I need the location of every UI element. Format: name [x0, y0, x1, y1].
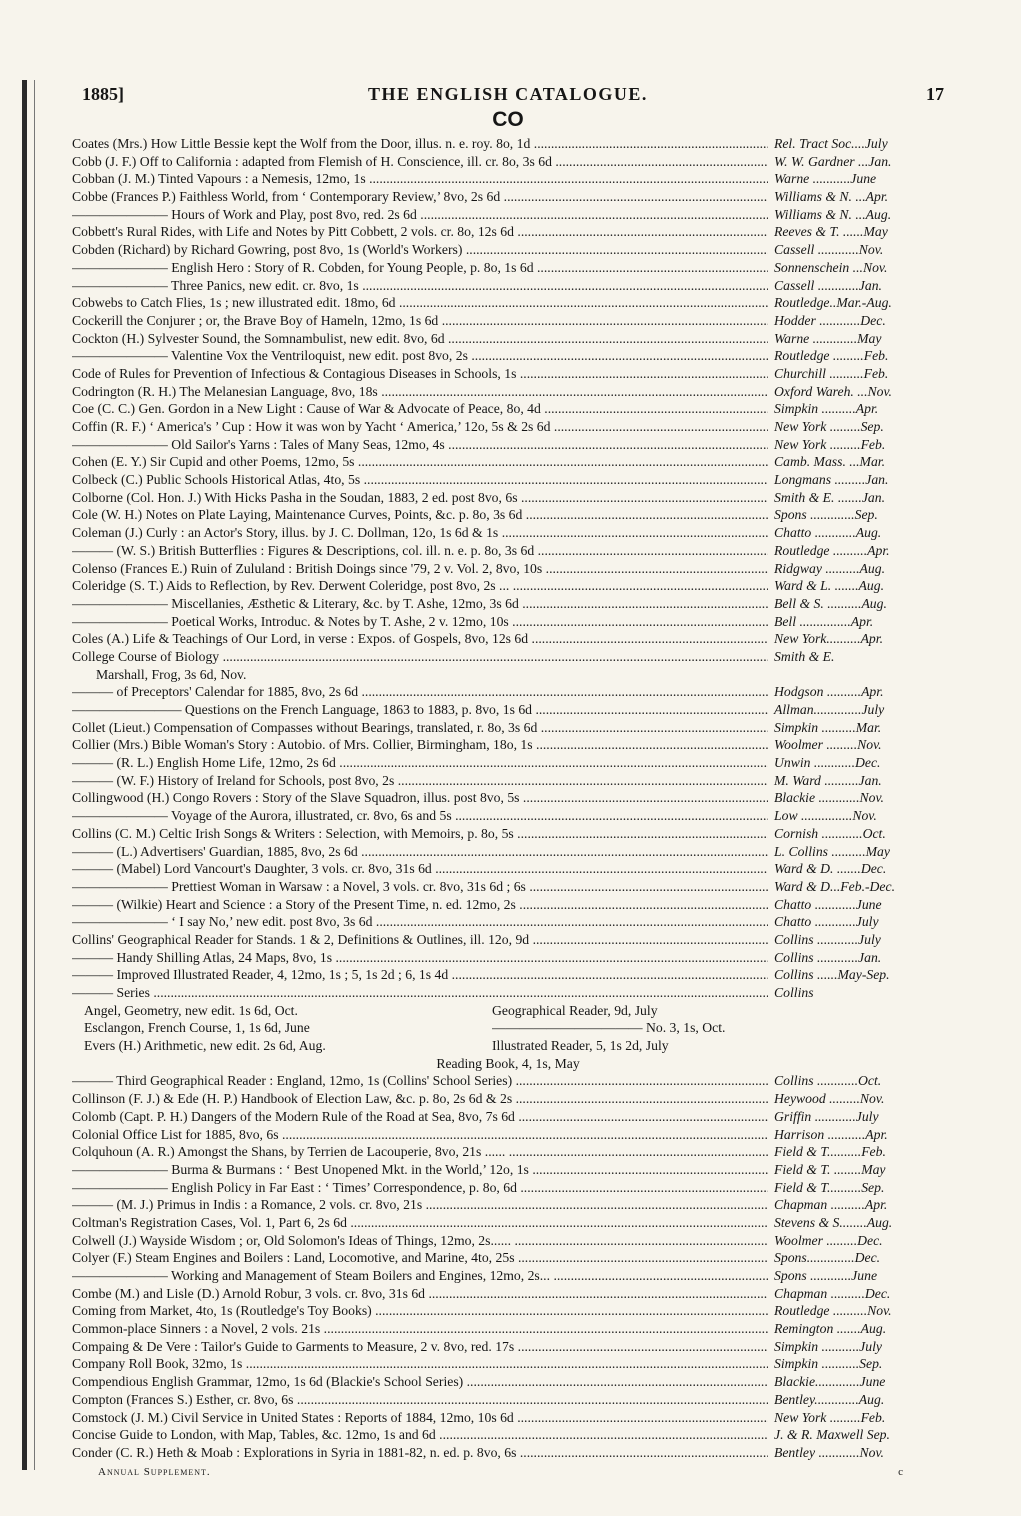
entry-publisher: Smith & E. .......Jan. — [774, 489, 886, 505]
catalogue-entry — [72, 1285, 944, 1303]
catalogue-entry — [72, 1072, 944, 1090]
entry-title: Cobden (Richard) by Richard Gowring, post 8vo, 1s (World's Workers) ..... — [72, 241, 768, 259]
entry-publisher: Williams & N. ...Aug. — [774, 206, 892, 222]
catalogue-entry — [72, 1338, 944, 1356]
catalogue-entry — [72, 719, 944, 737]
entry-title: ——————— Valentine Vox the Ventriloquist, new edit. post 8vo, 2s ..... — [72, 347, 768, 365]
entry-title: Cobb (J. F.) Off to California : adapted from Flemish of H. Conscience, ill. cr. 8o, 3s 6d ..... — [72, 153, 768, 171]
catalogue-entry — [72, 471, 944, 489]
entry-title: Collinson (F. J.) & Ede (H. P.) Handbook of Election Law, &c. p. 8o, 2s 6d & 2s ..... — [72, 1090, 768, 1108]
entry-publisher: Field & T. ........May — [774, 1161, 886, 1177]
catalogue-entry — [72, 843, 944, 861]
entry-publisher: Sonnenschein ...Nov. — [774, 259, 888, 275]
entry-publisher: Simpkin ...........July — [774, 1338, 882, 1354]
binding-edge-line — [34, 80, 35, 1470]
catalogue-entry — [72, 1426, 944, 1444]
catalogue-entry — [72, 524, 944, 542]
catalogue-entries — [72, 135, 944, 1462]
entry-publisher: Chatto ............June — [774, 896, 882, 912]
entry-publisher: Stevens & S........Aug. — [774, 1214, 893, 1230]
entry-title: Compton (Frances S.) Esther, cr. 8vo, 6s ..... — [72, 1391, 768, 1409]
entry-title: Coleman (J.) Curly : an Actor's Story, illus. by J. C. Dollman, 12o, 1s 6d & 1s ..... — [72, 524, 768, 542]
entry-publisher: Hodder ............Dec. — [774, 312, 886, 328]
catalogue-entry — [72, 241, 944, 259]
entries-block-c — [72, 1072, 944, 1461]
entry-title: Concise Guide to London, with Map, Tables, &c. 12mo, 1s and 6d ..... — [72, 1426, 768, 1444]
entries-block-a — [72, 135, 944, 666]
catalogue-entry — [72, 1320, 944, 1338]
binding-edge — [22, 80, 27, 1470]
entry-publisher: Routledge .........Feb. — [774, 348, 889, 364]
entry-publisher: Simpkin ...........Sep. — [774, 1356, 883, 1372]
entry-title: Collingwood (H.) Congo Rovers : Story of the Slave Squadron, illus. post 8vo, 5s ..... — [72, 789, 768, 807]
entry-title: ——————— ‘ I say No,’ new edit. post 8vo, 3s 6d ..... — [72, 913, 768, 931]
catalogue-entry — [72, 153, 944, 171]
entry-publisher: Woolmer .........Nov. — [774, 737, 882, 753]
catalogue-entry — [72, 489, 944, 507]
entry-title: Coates (Mrs.) How Little Bessie kept the Wolf from the Door, illus. n. e. roy. 8o, 1d ..... — [72, 135, 768, 153]
entry-title: ——————— Voyage of the Aurora, illustrated, cr. 8vo, 6s and 5s ..... — [72, 807, 768, 825]
catalogue-entry — [72, 170, 944, 188]
catalogue-entry — [72, 453, 944, 471]
entry-publisher: Chatto ............Aug. — [774, 525, 882, 541]
page-footer — [72, 1466, 944, 1482]
entry-publisher: Simpkin ..........Apr. — [774, 401, 879, 417]
entry-title: ——— (W. S.) British Butterflies : Figures & Descriptions, col. ill. n. e. p. 8o, 3s 6d ..... — [72, 542, 768, 560]
entry-title: ——— (Wilkie) Heart and Science : a Story of the Present Time, n. ed. 12mo, 2s ..... — [72, 896, 768, 914]
entry-title: ——————— Three Panics, new edit. cr. 8vo, 1s ..... — [72, 277, 768, 295]
entry-publisher: Longmans .........Jan. — [774, 472, 889, 488]
entry-publisher: Collins ............July — [774, 931, 881, 947]
entry-publisher: Collins — [774, 985, 814, 1000]
catalogue-entry — [72, 1249, 944, 1267]
catalogue-entry — [72, 277, 944, 295]
catalogue-entry — [72, 630, 944, 648]
catalogue-entry — [72, 984, 944, 1002]
catalogue-entry — [72, 860, 944, 878]
entry-publisher: Chapman ..........Apr. — [774, 1197, 888, 1213]
entry-title: Company Roll Book, 32mo, 1s ..... — [72, 1355, 768, 1373]
entry-publisher: Field & T..........Sep. — [774, 1179, 885, 1195]
catalogue-entry — [72, 825, 944, 843]
series-item-left: Evers (H.) Arithmetic, new edit. 2s 6d, Aug. — [84, 1038, 326, 1054]
catalogue-entry — [72, 560, 944, 578]
catalogue-entry — [72, 294, 944, 312]
catalogue-entry — [72, 188, 944, 206]
catalogue-entry — [72, 1267, 944, 1285]
catalogue-entry — [72, 1108, 944, 1126]
entry-publisher: Chapman ..........Dec. — [774, 1285, 891, 1301]
entry-title: ——————— Hours of Work and Play, post 8vo, red. 2s 6d ..... — [72, 206, 768, 224]
entry-title: Colquhoun (A. R.) Amongst the Shans, by Terrien de Lacouperie, 8vo, 21s ...... ..... — [72, 1143, 768, 1161]
catalogue-entry — [72, 1196, 944, 1214]
catalogue-entry — [72, 1355, 944, 1373]
catalogue-entry — [72, 1391, 944, 1409]
running-head — [72, 84, 944, 108]
catalogue-entry — [72, 418, 944, 436]
entry-title: ——— (R. L.) English Home Life, 12mo, 2s 6d ..... — [72, 754, 768, 772]
entry-title: Coe (C. C.) Gen. Gordon in a New Light : Cause of War & Advocate of Peace, 8o, 4d ..... — [72, 400, 768, 418]
entry-title: ——— (L.) Advertisers' Guardian, 1885, 8vo, 2s 6d ..... — [72, 843, 768, 861]
footer-sheet-mark: c — [898, 1465, 904, 1478]
entry-title: Colonial Office List for 1885, 8vo, 6s ..... — [72, 1126, 768, 1144]
page-number: 17 — [926, 84, 944, 104]
entry-publisher: Ward & D...Feb.-Dec. — [774, 878, 896, 894]
catalogue-page — [72, 84, 944, 1482]
entry-publisher: Bentley.............Aug. — [774, 1391, 885, 1407]
entry-title: Cobbett's Rural Rides, with Life and Notes by Pitt Cobbett, 2 vols. cr. 8o, 12s 6d ..... — [72, 223, 768, 241]
catalogue-entry — [72, 400, 944, 418]
entry-title: Coleridge (S. T.) Aids to Reflection, by Rev. Derwent Coleridge, post 8vo, 2s ... ..... — [72, 577, 768, 595]
entry-publisher: L. Collins ..........May — [774, 843, 890, 859]
series-row — [72, 1019, 944, 1037]
catalogue-entry — [72, 1444, 944, 1462]
series-row — [72, 1037, 944, 1055]
entry-publisher: Griffin ............July — [774, 1108, 879, 1124]
catalogue-entry — [72, 949, 944, 967]
entry-title: Collier (Mrs.) Bible Woman's Story : Autobio. of Mrs. Collier, Birmingham, 18o, 1s ..... — [72, 736, 768, 754]
entry-publisher: Blackie ............Nov. — [774, 790, 884, 806]
catalogue-entry — [72, 1126, 944, 1144]
entry-title: Coffin (R. F.) ‘ America's ’ Cup : How it was won by Yacht ‘ America,’ 12o, 5s & 2s 6d ..... — [72, 418, 768, 436]
entry-publisher: Allman..............July — [774, 702, 885, 717]
catalogue-entry — [72, 206, 944, 224]
catalogue-entry — [72, 878, 944, 896]
series-item-right: Illustrated Reader, 5, 1s 2d, July — [492, 1038, 669, 1054]
catalogue-entry — [72, 1214, 944, 1232]
entry-publisher: Collins ............Oct. — [774, 1073, 882, 1089]
entry-publisher: Bentley ............Nov. — [774, 1444, 884, 1460]
entry-title: ——————— Working and Management of Steam Boilers and Engines, 12mo, 2s... ..... — [72, 1267, 768, 1285]
entry-title: Cohen (E. Y.) Sir Cupid and other Poems, 12mo, 5s ..... — [72, 453, 768, 471]
entry-title: Comstock (J. M.) Civil Service in United States : Reports of 1884, 12mo, 10s 6d ..... — [72, 1409, 768, 1427]
section-heading: CO — [492, 108, 524, 131]
entry-title: Colborne (Col. Hon. J.) With Hicks Pasha in the Soudan, 1883, 2 ed. post 8vo, 6s ..... — [72, 489, 768, 507]
entry-title: ——————— Prettiest Woman in Warsaw : a Novel, 3 vols. cr. 8vo, 31s 6d ; 6s ..... — [72, 878, 768, 896]
series-row — [72, 1002, 944, 1020]
entry-title: Colenso (Frances E.) Ruin of Zululand : British Doings since '79, 2 v. Vol. 2, 8vo, 10s ..... — [72, 560, 768, 578]
entry-title: Collins' Geographical Reader for Stands. 1 & 2, Definitions & Outlines, ill. 12o, 9d ..... — [72, 931, 768, 949]
catalogue-entry — [72, 542, 944, 560]
entry-publisher: Bell & S. ..........Aug. — [774, 595, 887, 611]
entry-publisher: Blackie.............June — [774, 1374, 886, 1390]
entry-publisher: Remington .......Aug. — [774, 1321, 887, 1337]
entry-publisher: Ridgway ..........Aug. — [774, 560, 886, 576]
entry-title: ——— of Preceptors' Calendar for 1885, 8vo, 2s 6d ..... — [72, 683, 768, 701]
entry-title: ——— (W. F.) History of Ireland for Schools, post 8vo, 2s ..... — [72, 772, 768, 790]
entry-title: ——————— English Hero : Story of R. Cobden, for Young People, p. 8o, 1s 6d ..... — [72, 259, 768, 277]
entry-title: Cobwebs to Catch Flies, 1s ; new illustrated edit. 18mo, 6d ..... — [72, 294, 768, 312]
catalogue-entry — [72, 1302, 944, 1320]
entry-publisher: Routledge ..........Apr. — [774, 542, 890, 558]
entry-title: ——— Improved Illustrated Reader, 4, 12mo, 1s ; 5, 1s 2d ; 6, 1s 4d ..... — [72, 966, 768, 984]
catalogue-entry — [72, 701, 944, 719]
catalogue-entry — [72, 683, 944, 701]
entry-publisher: Chatto ............July — [774, 914, 879, 930]
entry-publisher: Bell ...............Apr. — [774, 613, 874, 629]
entry-title: Conder (C. R.) Heth & Moab : Explorations in Syria in 1881-82, n. ed. p. 8vo, 6s ..... — [72, 1444, 768, 1462]
college-note: Marshall, Frog, 3s 6d, Nov. — [96, 666, 247, 682]
entry-title: Cole (W. H.) Notes on Plate Laying, Maintenance Curves, Points, &c. p. 8o, 3s 6d ..... — [72, 506, 768, 524]
entry-publisher: M. Ward ..........Jan. — [774, 772, 882, 788]
entry-title: ———————— Questions on the French Language, 1863 to 1883, p. 8vo, 1s 6d ..... — [72, 701, 768, 719]
entry-title: Cobban (J. M.) Tinted Vapours : a Nemesis, 12mo, 1s ..... — [72, 170, 768, 188]
catalogue-entry — [72, 347, 944, 365]
entry-title: ——— (M. J.) Primus in Indis : a Romance, 2 vols. cr. 8vo, 21s ..... — [72, 1196, 768, 1214]
entry-publisher: Reeves & T. ......May — [774, 224, 888, 240]
entry-publisher: Rel. Tract Soc....July — [774, 136, 888, 151]
catalogue-entry — [72, 789, 944, 807]
footer-signature: Annual Supplement. — [98, 1465, 211, 1478]
entry-publisher: Hodgson ..........Apr. — [774, 684, 884, 700]
entry-publisher: Spons..............Dec. — [774, 1250, 881, 1266]
entry-title: Coles (A.) Life & Teachings of Our Lord, in verse : Expos. of Gospels, 8vo, 12s 6d ..... — [72, 630, 768, 648]
entry-title: Compendious English Grammar, 12mo, 1s 6d (Blackie's School Series) ..... — [72, 1373, 768, 1391]
entry-publisher: New York .........Feb. — [774, 1409, 886, 1425]
entry-title: Colbeck (C.) Public Schools Historical Atlas, 4to, 5s ..... — [72, 471, 768, 489]
catalogue-entry — [72, 506, 944, 524]
entry-publisher: Warne ...........June — [774, 171, 877, 187]
catalogue-entry — [72, 754, 944, 772]
catalogue-entry — [72, 648, 944, 666]
entries-block-b — [72, 683, 944, 1001]
entry-title: Coltman's Registration Cases, Vol. 1, Part 6, 2s 6d ..... — [72, 1214, 768, 1232]
entry-publisher: Ward & L. .......Aug. — [774, 578, 885, 594]
catalogue-entry — [72, 772, 944, 790]
entry-title: ——— Third Geographical Reader : England, 12mo, 1s (Collins' School Series) ..... — [72, 1072, 768, 1090]
catalogue-entry — [72, 931, 944, 949]
entry-publisher: Smith & E. — [774, 648, 835, 664]
entry-title: Colomb (Capt. P. H.) Dangers of the Modern Rule of the Road at Sea, 8vo, 7s 6d ..... — [72, 1108, 768, 1126]
catalogue-entry — [72, 896, 944, 914]
series-item-right: Geographical Reader, 9d, July — [492, 1002, 658, 1018]
header-year: 1885] — [82, 84, 124, 104]
entry-title: ——————— Old Sailor's Yarns : Tales of Many Seas, 12mo, 4s ..... — [72, 436, 768, 454]
entry-publisher: Ward & D. .......Dec. — [774, 861, 887, 877]
entry-publisher: New York .........Sep. — [774, 419, 884, 434]
entry-title: Compaing & De Vere : Tailor's Guide to Garments to Measure, 2 v. 8vo, red. 17s ..... — [72, 1338, 768, 1356]
entry-title: ——————— Miscellanies, Æsthetic & Literary, &c. by T. Ashe, 12mo, 3s 6d ..... — [72, 595, 768, 613]
entry-publisher: Woolmer .........Dec. — [774, 1232, 883, 1248]
entry-title: Coming from Market, 4to, 1s (Routledge's Toy Books) ..... — [72, 1302, 768, 1320]
catalogue-entry — [72, 595, 944, 613]
header-title: THE ENGLISH CATALOGUE. — [368, 84, 648, 104]
entry-title: Common-place Sinners : a Novel, 2 vols. 21s ..... — [72, 1320, 768, 1338]
entry-title: ——— Handy Shilling Atlas, 24 Maps, 8vo, 1s ..... — [72, 949, 768, 967]
entry-title: Collins (C. M.) Celtic Irish Songs & Writers : Selection, with Memoirs, p. 8o, 5s ..... — [72, 825, 768, 843]
catalogue-entry — [72, 365, 944, 383]
catalogue-entry — [72, 1143, 944, 1161]
entry-publisher: Cornish ............Oct. — [774, 825, 886, 841]
entry-publisher: Harrison ...........Apr. — [774, 1126, 888, 1142]
catalogue-entry — [72, 1373, 944, 1391]
catalogue-entry — [72, 1409, 944, 1427]
entry-publisher: Simpkin ..........Mar. — [774, 719, 882, 735]
catalogue-entry — [72, 807, 944, 825]
entry-publisher: Churchill ..........Feb. — [774, 365, 889, 381]
entry-title: ——————— English Policy in Far East : ‘ Times’ Correspondence, p. 8o, 6d ..... — [72, 1179, 768, 1197]
entry-publisher: J. & R. Maxwell Sep. — [774, 1427, 890, 1443]
catalogue-entry — [72, 577, 944, 595]
catalogue-entry — [72, 1232, 944, 1250]
entry-publisher: Routledge..Mar.-Aug. — [774, 295, 892, 311]
entry-publisher: Low ...............Nov. — [774, 808, 877, 824]
entry-publisher: Collins ......May-Sep. — [774, 967, 890, 983]
entry-title: Colwell (J.) Wayside Wisdom ; or, Old Solomon's Ideas of Things, 12mo, 2s...... ..... — [72, 1232, 768, 1250]
entry-publisher: Field & T..........Feb. — [774, 1144, 886, 1160]
entry-publisher: Heywood .........Nov. — [774, 1091, 885, 1107]
catalogue-entry — [72, 613, 944, 631]
entry-title: Cobbe (Frances P.) Faithless World, from ‘ Contemporary Review,’ 8vo, 2s 6d ..... — [72, 188, 768, 206]
catalogue-entry — [72, 330, 944, 348]
entry-publisher: Spons .............Sep. — [774, 507, 878, 523]
entry-title: Cockerill the Conjurer ; or, the Brave Boy of Hameln, 12mo, 1s 6d ..... — [72, 312, 768, 330]
entry-publisher: Collins ............Jan. — [774, 949, 882, 965]
catalogue-entry — [72, 913, 944, 931]
entry-publisher: New York .........Feb. — [774, 436, 886, 452]
entry-publisher: Cassell ............Nov. — [774, 242, 884, 258]
entry-publisher: Spons ............June — [774, 1268, 878, 1283]
entry-title: ——————— Burma & Burmans : ‘ Best Unopened Mkt. in the World,’ 12o, 1s ..... — [72, 1161, 768, 1179]
entry-title: ——— Series ..... — [72, 984, 768, 1002]
catalogue-entry — [72, 259, 944, 277]
catalogue-entry — [72, 383, 944, 401]
series-item-right: ——————————— No. 3, 1s, Oct. — [492, 1020, 726, 1036]
entry-title: Colyer (F.) Steam Engines and Boilers : Land, Locomotive, and Marine, 4to, 25s ..... — [72, 1249, 768, 1267]
catalogue-entry — [72, 436, 944, 454]
entry-title: Cockton (H.) Sylvester Sound, the Somnambulist, new edit. 8vo, 6d ..... — [72, 330, 768, 348]
entry-title: Code of Rules for Prevention of Infectious & Contagious Diseases in Schools, 1s ..... — [72, 365, 768, 383]
entry-publisher: Routledge ..........Nov. — [774, 1303, 892, 1319]
series-item-left: Esclangon, French Course, 1, 1s 6d, June — [84, 1020, 310, 1036]
entry-title: ——————— Poetical Works, Introduc. & Notes by T. Ashe, 2 v. 12mo, 10s ..... — [72, 613, 768, 631]
series-list — [72, 1002, 944, 1055]
catalogue-entry — [72, 312, 944, 330]
entry-publisher: W. W. Gardner ...Jan. — [774, 153, 892, 169]
entry-publisher: Unwin ............Dec. — [774, 755, 881, 771]
entry-title: ——— (Mabel) Lord Vancourt's Daughter, 3 vols. cr. 8vo, 31s 6d ..... — [72, 860, 768, 878]
entry-title: Combe (M.) and Lisle (D.) Arnold Robur, 3 vols. cr. 8vo, 31s 6d ..... — [72, 1285, 768, 1303]
entry-publisher: Cassell ............Jan. — [774, 277, 882, 293]
entry-publisher: Williams & N. ...Apr. — [774, 189, 889, 205]
catalogue-entry — [72, 223, 944, 241]
catalogue-entry — [72, 1090, 944, 1108]
entry-publisher: Camb. Mass. ...Mar. — [774, 454, 886, 470]
series-item-left: Angel, Geometry, new edit. 1s 6d, Oct. — [84, 1002, 298, 1018]
entry-title: College Course of Biology ..... — [72, 648, 768, 666]
catalogue-entry — [72, 135, 944, 153]
series-center-line: Reading Book, 4, 1s, May — [436, 1055, 580, 1071]
entry-publisher: New York..........Apr. — [774, 631, 884, 647]
catalogue-entry — [72, 1161, 944, 1179]
catalogue-entry — [72, 1179, 944, 1197]
entry-title: Codrington (R. H.) The Melanesian Language, 8vo, 18s ..... — [72, 383, 768, 401]
entry-publisher: Oxford Wareh. ...Nov. — [774, 383, 892, 399]
entry-publisher: Warne .............May — [774, 330, 882, 346]
entry-title: Collet (Lieut.) Compensation of Compasses without Bearings, translated, r. 8o, 3s 6d ..... — [72, 719, 768, 737]
catalogue-entry — [72, 966, 944, 984]
catalogue-entry — [72, 736, 944, 754]
